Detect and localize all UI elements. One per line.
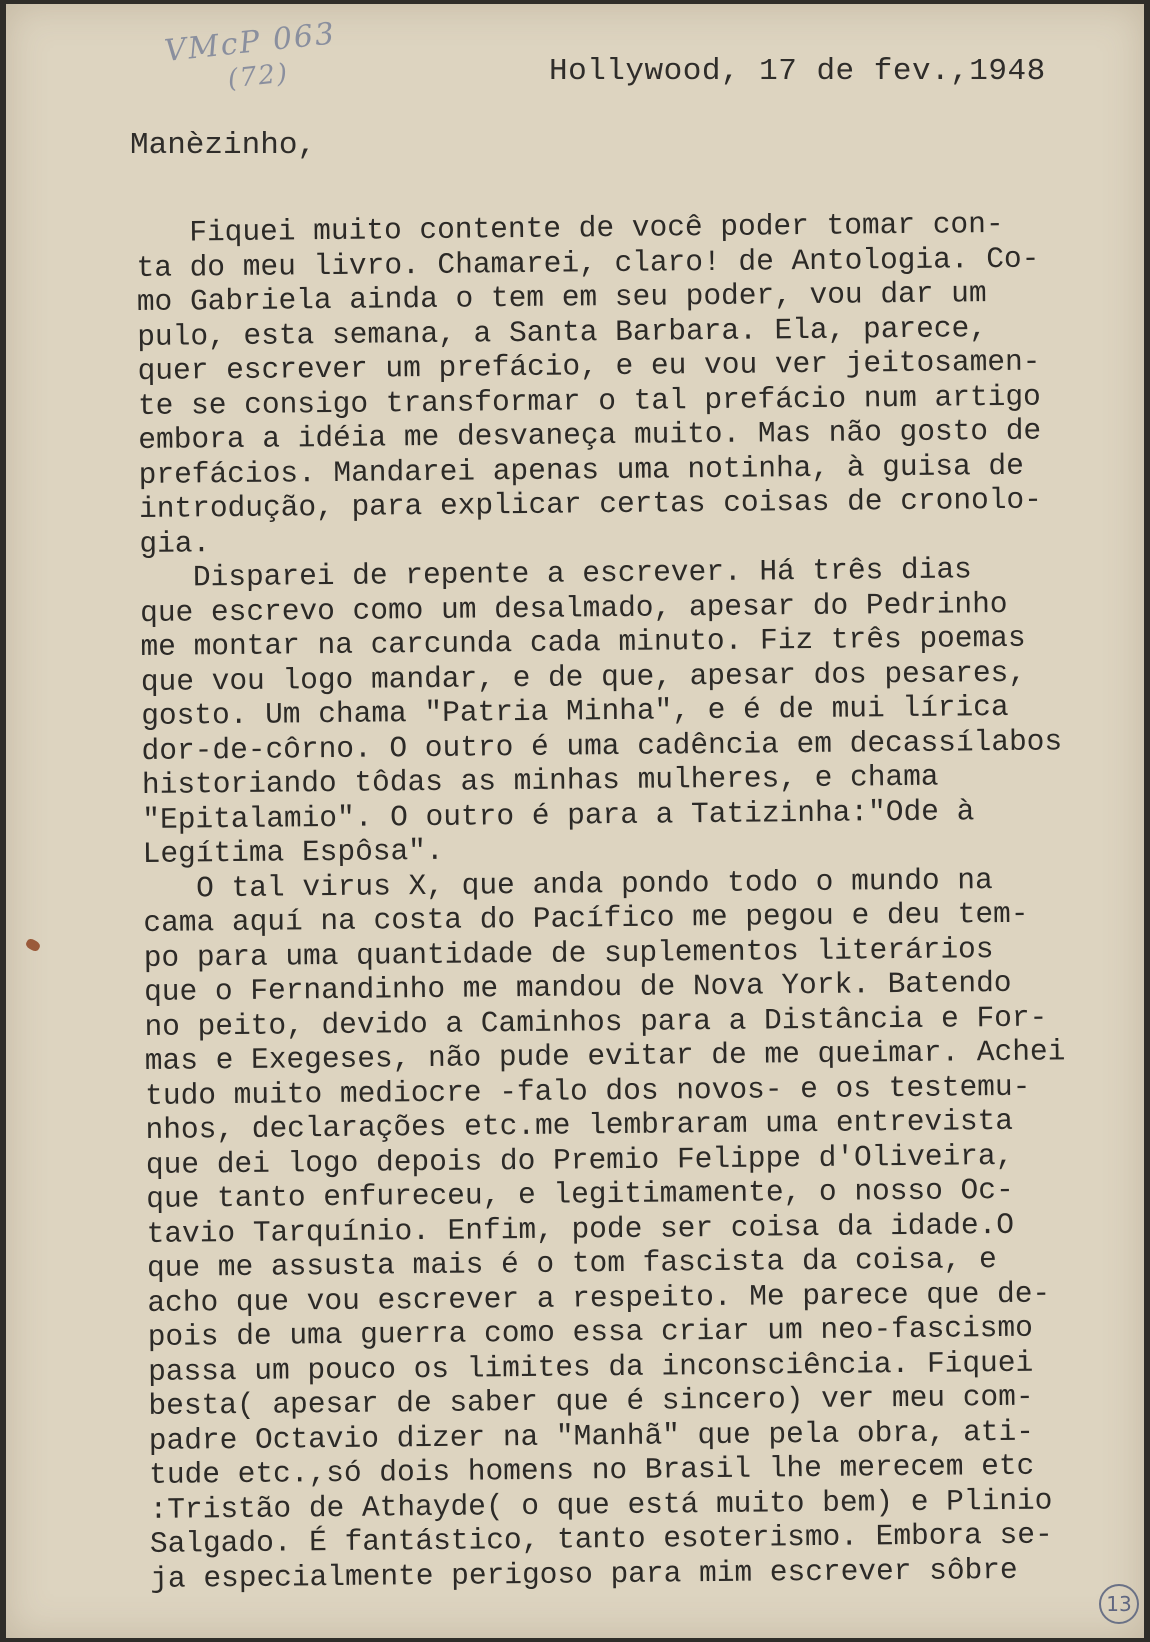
letter-line: pois de uma guerra como essa criar um neo-fascismo xyxy=(147,1310,1034,1354)
letter-line: tude etc.,só dois homens no Brasil lhe merecem etc xyxy=(149,1448,1035,1492)
letter-line: mas e Exegeses, não pude evitar de me queimar. Achei xyxy=(144,1034,1066,1078)
letter-line: Disparei de repente a escrever. Há três dias xyxy=(139,552,972,595)
letter-line: mo Gabriela ainda o tem em seu poder, vou dar um xyxy=(136,276,987,319)
letter-line: :Tristão de Athayde( o que está muito bem) e Plinio xyxy=(149,1482,1053,1527)
letter-line: que dei logo depois do Premio Felippe d'Oliveira, xyxy=(145,1138,1014,1182)
letter-line: O tal virus X, que anda pondo todo o mundo na xyxy=(142,862,993,906)
letter-line: que vou logo mandar, e de que, apesar dos pesares, xyxy=(140,655,1027,699)
letter-line: padre Octavio dizer na "Manhã" que pela obra, ati- xyxy=(148,1414,1035,1458)
rust-stain xyxy=(24,937,41,953)
letter-line: besta( apesar de saber que é sincero) ver meu com- xyxy=(148,1379,1034,1423)
letter-body xyxy=(136,205,1144,1596)
letter-line: cama aquí na costa do Pacífico me pegou e deu tem- xyxy=(143,896,1029,940)
page-number-stamp: 13 xyxy=(1099,1584,1139,1624)
letter-line: tavio Tarquínio. Enfim, pode ser coisa da idade.O xyxy=(146,1207,1015,1251)
letter-line: introdução, para explicar certas coisas de cronolo- xyxy=(138,482,1043,526)
letter-line: ta do meu livro. Chamarei, claro! de Antologia. Co- xyxy=(136,241,1040,285)
letter-line: "Epitalamio". O outro é para a Tatizinha:"Ode à xyxy=(142,793,975,837)
letter-line: quer escrever um prefácio, e eu vou ver jeitosamen- xyxy=(137,344,1041,388)
letter-line: historiando tôdas as minhas mulheres, e chama xyxy=(141,759,939,802)
letter-line: prefácios. Mandarei apenas uma notinha, à guisa de xyxy=(138,448,1024,492)
letter-line: tudo muito mediocre -falo dos novos- e os testemu- xyxy=(145,1069,1031,1113)
letter-dateline: Hollywood, 17 de fev.,1948 xyxy=(549,54,1046,89)
letter-line: pulo, esta semana, a Santa Barbara. Ela, parece, xyxy=(137,310,988,354)
letter-salutation: Manèzinho, xyxy=(130,128,317,163)
letter-line: que tanto enfureceu, e legitimamente, o nosso Oc- xyxy=(146,1172,1014,1216)
letter-line: po para uma quantidade de suplementos literários xyxy=(143,931,994,975)
letter-line: gia. xyxy=(139,525,211,561)
letter-line: dor-de-côrno. O outro é uma cadência em decassílabos xyxy=(141,723,1063,768)
letter-line: Legítima Espôsa". xyxy=(142,833,444,871)
archive-note-number: (72) xyxy=(226,58,291,95)
letter-line: te se consigo transformar o tal prefácio num artigo xyxy=(137,379,1041,423)
letter-line: Salgado. É fantástico, tanto esoterismo. Embora se- xyxy=(149,1517,1053,1561)
letter-line: gosto. Um chama "Patria Minha", e é de mui lírica xyxy=(141,689,1009,733)
archive-note-code: VMcP 063 xyxy=(162,16,338,69)
letter-line: passa um pouco os limites da inconsciência. Fiquei xyxy=(147,1345,1034,1389)
letter-line: que o Fernandinho me mandou de Nova York. Batendo xyxy=(143,965,1012,1009)
letter-line: no peito, devido a Caminhos para a Distância e For- xyxy=(144,1000,1048,1044)
archive-catalog-note xyxy=(163,17,341,103)
letter-line: que escrevo como um desalmado, apesar do Pedrinho xyxy=(139,586,1008,630)
letter-line: que me assusta mais é o tom fascista da coisa, e xyxy=(146,1242,997,1285)
letter-line: embora a idéia me desvaneça muito. Mas não gosto de xyxy=(138,413,1042,457)
letter-line: nhos, declarações etc.me lembraram uma entrevista xyxy=(145,1103,1014,1147)
letter-page xyxy=(6,4,1144,1638)
letter-line: ja especialmente perigoso para mim escrever sôbre xyxy=(150,1552,1018,1596)
letter-line: acho que vou escrever a respeito. Me parece que de- xyxy=(147,1275,1051,1320)
letter-line: me montar na carcunda cada minuto. Fiz três poemas xyxy=(140,620,1026,664)
letter-line: Fiquei muito contente de você poder tomar con- xyxy=(136,206,1004,250)
